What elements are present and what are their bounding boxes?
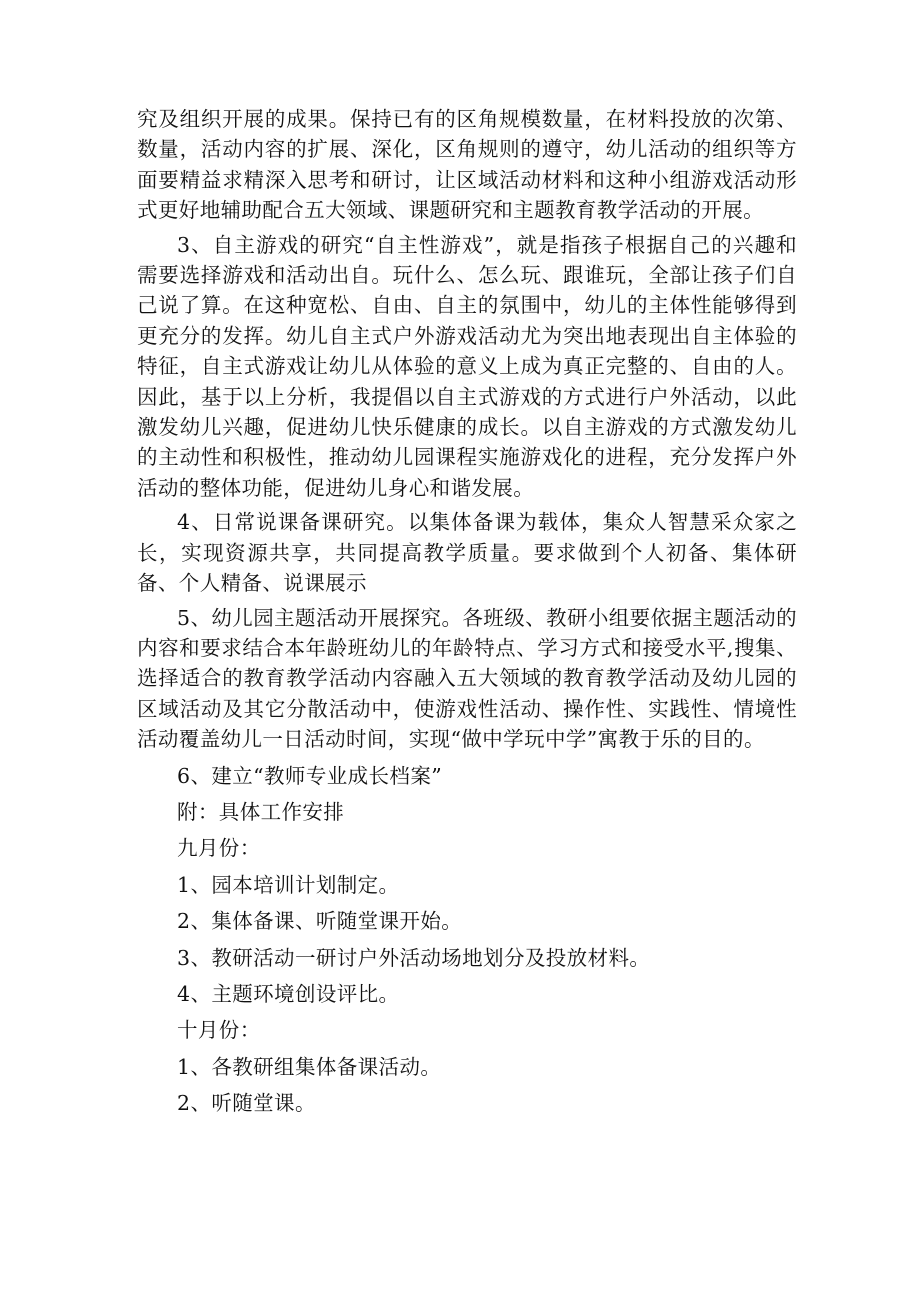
paragraph-item-3: 3、自主游戏的研究“自主性游戏”，就是指孩子根据自己的兴趣和需要选择游戏和活动出自。玩什么、怎么玩、跟谁玩，全部让孩子们自己说了算。在这种宽松、自由、自主的氛围中，幼儿的主体性能够得到更充分的发挥。幼儿自主式户外游戏活动尤为突出地表现出自主体验的特征，自主式游戏让幼儿从体验的意义上成为真正完整的、自由的人。因此，基于以上分析，我提倡以自主式游戏的方式进行户外活动，以此激发幼儿兴趣，促进幼儿快乐健康的成长。以自主游戏的方式激发幼儿的主动性和积极性，推动幼儿园课程实施游戏化的进程，充分发挥户外活动的整体功能，促进幼儿身心和谐发展。 [137,232,797,500]
appendix-heading: 附：具体工作安排 [177,799,345,824]
october-item-1: 1、各教研组集体备课活动。 [177,1054,442,1079]
october-heading: 十月份： [177,1018,261,1043]
item-6-line: 6、建立“教师专业成长档案” [177,763,443,788]
october-item-2: 2、听随堂课。 [177,1091,316,1116]
september-item-3: 3、教研活动一研讨户外活动场地划分及投放材料。 [177,945,651,970]
september-item-2: 2、集体备课、听随堂课开始。 [177,909,463,934]
september-item-1: 1、园本培训计划制定。 [177,872,400,897]
document-body [137,104,797,1119]
paragraph-item-4: 4、日常说课备课研究。以集体备课为载体，集众人智慧采众家之长，实现资源共享，共同提高教学质量。要求做到个人初备、集体研备、个人精备、说课展示 [137,510,797,596]
september-heading: 九月份： [177,836,261,861]
september-item-4: 4、主题环境创设评比。 [177,981,400,1006]
paragraph-item-5: 5、幼儿园主题活动开展探究。各班级、教研小组要依据主题活动的内容和要求结合本年龄班幼儿的年龄特点、学习方式和接受水平,搜集、选择适合的教育教学活动内容融入五大领域的教育教学活动及幼儿园的区域活动及其它分散活动中，使游戏性活动、操作性、实践性、情境性活动覆盖幼儿一日活动时间，实现“做中学玩中学”寓教于乐的目的。 [137,605,797,752]
paragraph-continuation: 究及组织开展的成果。保持已有的区角规模数量，在材料投放的次第、数量，活动内容的扩展、深化，区角规则的遵守，幼儿活动的组织等方面要精益求精深入思考和研讨，让区域活动材料和这种小组游戏活动形式更好地辅助配合五大领域、课题研究和主题教育教学活动的开展。 [137,107,797,223]
